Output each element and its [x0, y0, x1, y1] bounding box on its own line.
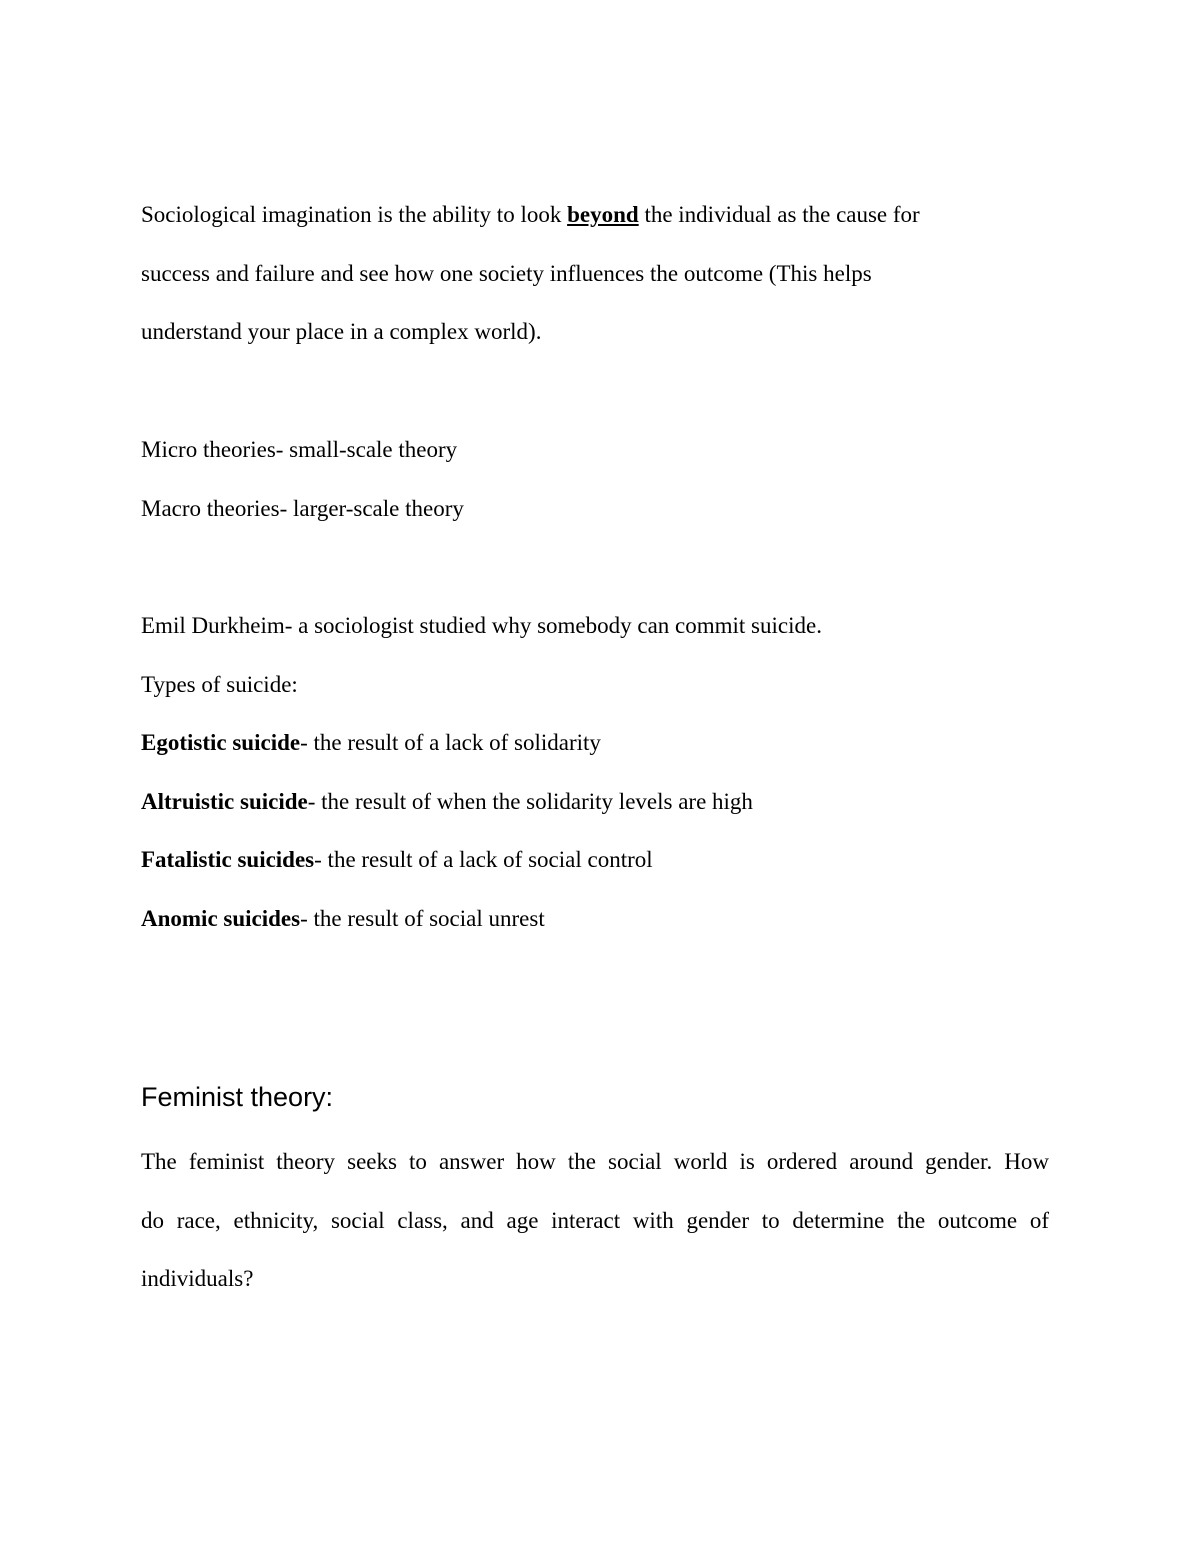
- suicide-type-desc: - the result of a lack of social control: [314, 847, 653, 872]
- micro-theories-line: Micro theories- small-scale theory: [141, 437, 458, 462]
- intro-paragraph-line-1: [141, 200, 920, 230]
- intro-paragraph-line-2: success and failure and see how one society influences the outcome (This helps: [141, 261, 872, 286]
- feminist-paragraph-line-1: [141, 1147, 1049, 1177]
- feminist-paragraph-line-2: [141, 1206, 1049, 1236]
- emphasized-word: beyond: [567, 202, 639, 227]
- suicide-type-term: Anomic suicides: [141, 906, 301, 931]
- macro-theories-line: Macro theories- larger-scale theory: [141, 496, 464, 521]
- suicide-types-label: Types of suicide:: [141, 672, 298, 697]
- intro-paragraph-line-3: understand your place in a complex world).: [141, 319, 542, 344]
- suicide-type-desc: - the result of social unrest: [300, 906, 545, 931]
- intro-text-end: the individual as the cause for: [638, 202, 920, 227]
- suicide-type-anomic: [141, 904, 545, 934]
- suicide-type-altruistic: [141, 787, 753, 817]
- suicide-type-term: Altruistic suicide: [141, 789, 308, 814]
- suicide-type-term: Fatalistic suicides: [141, 847, 315, 872]
- suicide-type-fatalistic: [141, 845, 653, 875]
- feminist-text-2: do race, ethnicity, social class, and age interact with gender to determine the outcome of: [141, 1208, 1049, 1233]
- durkheim-line: Emil Durkheim- a sociologist studied why somebody can commit suicide.: [141, 613, 822, 638]
- feminist-text-1: The feminist theory seeks to answer how the social world is ordered around gender. How: [141, 1149, 1049, 1174]
- suicide-type-egotistic: [141, 728, 601, 758]
- feminist-paragraph-line-3: individuals?: [141, 1266, 254, 1291]
- suicide-type-desc: - the result of when the solidarity levels are high: [307, 789, 753, 814]
- feminist-theory-heading: Feminist theory:: [141, 1082, 334, 1112]
- intro-text-start: Sociological imagination is the ability to look: [141, 202, 568, 227]
- suicide-type-desc: - the result of a lack of solidarity: [300, 730, 601, 755]
- suicide-type-term: Egotistic suicide: [141, 730, 301, 755]
